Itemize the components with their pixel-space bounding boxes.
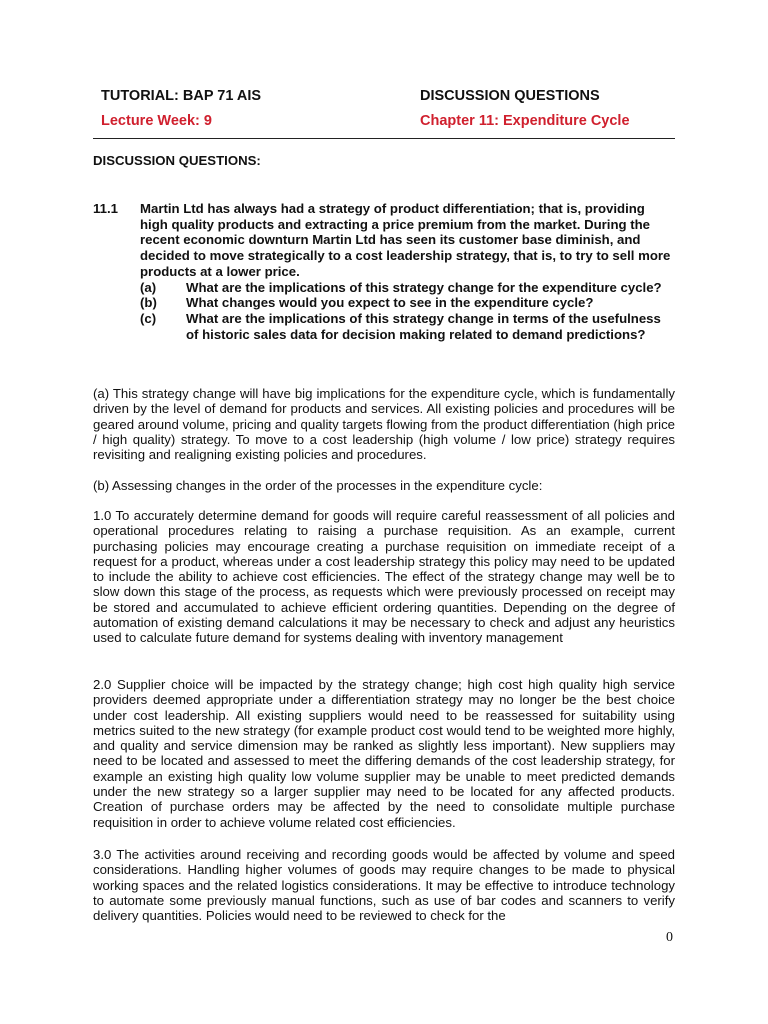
question-part-b (140, 295, 675, 311)
question-part-a (140, 280, 675, 296)
header-discussion-title: DISCUSSION QUESTIONS (420, 88, 600, 104)
header-divider (93, 138, 675, 139)
part-label: (c) (140, 310, 157, 326)
section-heading: DISCUSSION QUESTIONS: (93, 153, 261, 168)
answer-paragraph-2: 2.0 Supplier choice will be impacted by the strategy change; high cost high quality high service providers deemed appropriate under a differentiation strategy may no longer be the best choice under cost leadership. All existing suppliers would need to be reassessed for suitability using metrics suited to the new strategy (for example product cost would tend to be weighted more highly, and quality and service dimension may be ranked as slightly less important). New suppliers may need to be located and assessed to meet the differing demands of the cost leadership strategy, for example an existing high quality low volume supplier may be unable to meet predicted demands under the new strategy so a larger supplier may need to be located for any affected products. Creation of purchase orders may be affected by the need to consolidate multiple purchase requisition in order to achieve volume related cost efficiencies. (93, 677, 675, 830)
header-lecture-week: Lecture Week: 9 (101, 113, 212, 129)
answer-a-paragraph: (a) This strategy change will have big implications for the expenditure cycle, which is fundamentally driven by the level of demand for products and services. All existing policies and procedures will be geared around volume, pricing and quality targets flowing from the product differentiation (high price / high quality) strategy. To move to a cost leadership (high volume / low price) strategy requires revisiting and realigning existing policies and procedures. (93, 386, 675, 463)
page-number: 0 (666, 930, 673, 945)
part-text: What changes would you expect to see in the expenditure cycle? (186, 295, 594, 311)
question-block (140, 201, 675, 342)
answer-paragraph-1: 1.0 To accurately determine demand for goods will require careful reassessment of all policies and operational procedures relating to raising a purchase requisition. As an example, current purchasing policies may encourage creating a purchase requisition on immediate receipt of a request for a product, whereas under a cost leadership strategy this policy may need to be updated to include the ability to achieve cost efficiencies. The effect of the strategy change may well be to slow down this stage of the process, as requests which were previously processed on receipt may be stored and accumulated to achieve efficient ordering quantities. Depending on the degree of automation of existing demand calculations it may be necessary to check and adjust any heuristics used to calculate future demand for systems dealing with inventory management (93, 508, 675, 646)
answer-b-intro: (b) Assessing changes in the order of the processes in the expenditure cycle: (93, 478, 543, 493)
header-chapter-title: Chapter 11: Expenditure Cycle (420, 113, 630, 129)
part-text: What are the implications of this strategy change in terms of the usefulness of historic sales data for decision making related to demand predictions? (186, 310, 661, 342)
header-tutorial-title: TUTORIAL: BAP 71 AIS (101, 88, 262, 104)
part-label: (a) (140, 279, 157, 295)
answer-paragraph-3: 3.0 The activities around receiving and recording goods would be affected by volume and speed considerations. Handling higher volumes of goods may require changes to be made to physical working spaces and the related logistics considerations. It may be effective to introduce technology to automate some previously manual functions, such as use of bar codes and scanners to verify delivery quantities. Policies would need to be reviewed to check for the (93, 847, 675, 924)
question-part-c (140, 311, 675, 342)
question-stem: Martin Ltd has always had a strategy of product differentiation; that is, providing high quality products and extracting a price premium from the market. During the recent economic downturn Martin Ltd has seen its customer base diminish, and decided to move strategically to a cost leadership strategy, that is, to try to sell more products at a lower price. (140, 201, 671, 279)
part-label: (b) (140, 295, 157, 311)
part-text: What are the implications of this strategy change for the expenditure cycle? (186, 279, 662, 295)
question-number: 11.1 (93, 201, 118, 216)
